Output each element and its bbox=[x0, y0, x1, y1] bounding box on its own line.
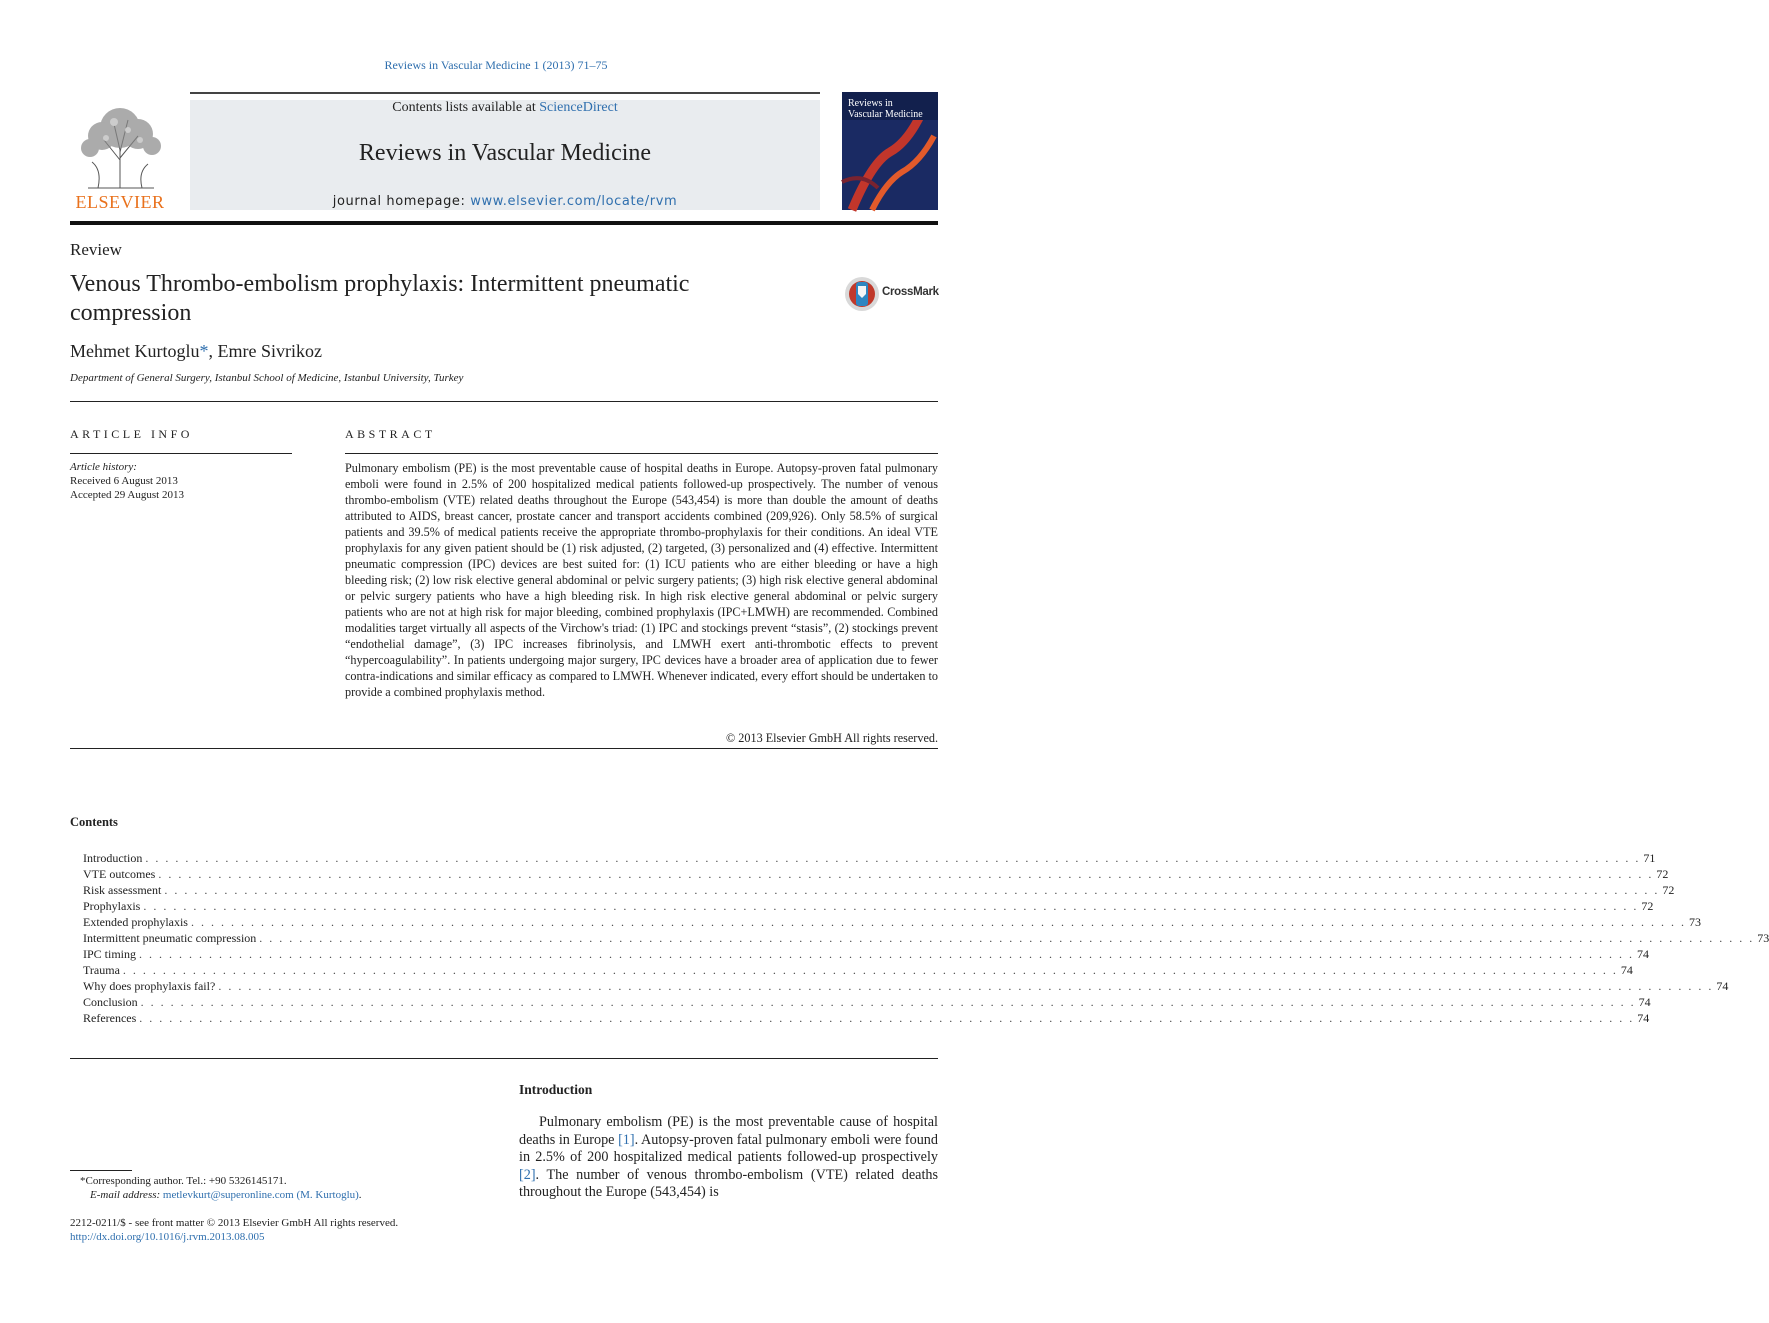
author-name: Emre Sivrikoz bbox=[217, 341, 322, 361]
toc-entry-label[interactable]: Intermittent pneumatic compression bbox=[83, 931, 257, 945]
header-top-rule bbox=[190, 92, 820, 94]
toc-leader-dots: . . . . . . . . . . . . . . . . . . . . . . . . . . . . . . . . . . . . . . . . . . . . . . . . . . . . . . . . . . . . . . . . . . . . . . . . . . . . . . . . . . . . . . . . . . . . . . . . . . . . . . . . . . . . . . . . . . . . . . . . . . . . . . . . . . . . . . . . . . . . . . . . . . . . . . bbox=[145, 851, 1641, 865]
toc-entry-page: 74 bbox=[1716, 979, 1729, 993]
toc-entry[interactable] bbox=[83, 962, 1633, 978]
toc-entry[interactable] bbox=[83, 946, 1650, 962]
email-link[interactable]: metlevkurt@superonline.com bbox=[162, 1189, 294, 1201]
toc-entry-label[interactable]: Introduction bbox=[83, 851, 143, 865]
footnote-rule bbox=[70, 1170, 132, 1171]
article-history bbox=[70, 460, 292, 502]
affiliation: Department of General Surgery, Istanbul School of Medicine, Istanbul University, Turkey bbox=[70, 372, 464, 384]
toc-entry-page: 72 bbox=[1662, 883, 1675, 897]
author-list: Mehmet Kurtoglu*, Emre Sivrikoz bbox=[70, 341, 322, 361]
contents-available-line: Contents lists available at ScienceDirect bbox=[392, 100, 618, 115]
toc-entry-page: 74 bbox=[1637, 1011, 1650, 1025]
toc-entry-label[interactable]: Trauma bbox=[83, 963, 120, 977]
toc-entry-label[interactable]: IPC timing bbox=[83, 947, 137, 961]
toc-entry[interactable] bbox=[83, 882, 1675, 898]
contents-heading: Contents bbox=[70, 815, 118, 829]
received-date: Received 6 August 2013 bbox=[70, 475, 178, 487]
corresponding-author-mark[interactable]: * bbox=[199, 341, 209, 361]
crossmark-label: CrossMark bbox=[882, 286, 939, 298]
contents-bottom-rule bbox=[70, 1058, 938, 1059]
toc-entry-page: 71 bbox=[1643, 851, 1656, 865]
toc-entry-page: 72 bbox=[1656, 867, 1669, 881]
history-label: Article history: bbox=[70, 461, 137, 473]
corresponding-author-note: *Corresponding author. Tel.: +90 5326145171. bbox=[80, 1175, 287, 1187]
toc-entry-label[interactable]: Why does prophylaxis fail? bbox=[83, 979, 216, 993]
toc-entry-page: 74 bbox=[1620, 963, 1633, 977]
toc-entry-label[interactable]: VTE outcomes bbox=[83, 867, 156, 881]
toc-entry[interactable] bbox=[83, 898, 1654, 914]
toc-entry-label[interactable]: Prophylaxis bbox=[83, 899, 141, 913]
toc-entry-page: 74 bbox=[1637, 947, 1650, 961]
toc-leader-dots: . . . . . . . . . . . . . . . . . . . . . . . . . . . . . . . . . . . . . . . . . . . . . . . . . . . . . . . . . . . . . . . . . . . . . . . . . . . . . . . . . . . . . . . . . . . . . . . . . . . . . . . . . . . . . . . . . . . . . . . . . . . . . . . . . . . . . . . . . . . . . . . . . . . . . . bbox=[122, 963, 1618, 977]
article-info-heading: ARTICLE INFO bbox=[70, 427, 193, 441]
author-name: Mehmet Kurtoglu bbox=[70, 341, 200, 361]
cover-title: Reviews in Vascular Medicine bbox=[848, 98, 923, 120]
toc-entry-label[interactable]: References bbox=[83, 1011, 137, 1025]
toc-leader-dots: . . . . . . . . . . . . . . . . . . . . . . . . . . . . . . . . . . . . . . . . . . . . . . . . . . . . . . . . . . . . . . . . . . . . . . . . . . . . . . . . . . . . . . . . . . . . . . . . . . . . . . . . . . . . . . . . . . . . . . . . . . . . . . . . . . . . . . . . . . . . . . . . . . . . . . bbox=[190, 915, 1686, 929]
introduction-text: Pulmonary embolism (PE) is the most preventable cause of hospital deaths in Europe [1]. Autopsy-proven fatal pulmonary emboli were found in 2.5% of 200 hospitalized medical patients followed-up prospectively [2]. The number of venous thrombo-embolism (VTE) related deaths throughout the Europe (543,454) is bbox=[519, 1114, 938, 1201]
reference-link[interactable]: [2] bbox=[519, 1166, 536, 1183]
toc-leader-dots: . . . . . . . . . . . . . . . . . . . . . . . . . . . . . . . . . . . . . . . . . . . . . . . . . . . . . . . . . . . . . . . . . . . . . . . . . . . . . . . . . . . . . . . . . . . . . . . . . . . . . . . . . . . . . . . . . . . . . . . . . . . . . . . . . . . . . . . . . . . . . . . . . . . . . . bbox=[139, 1011, 1635, 1025]
elsevier-wordmark: ELSEVIER bbox=[75, 192, 165, 212]
email-author-name: (M. Kurtoglu) bbox=[293, 1189, 359, 1201]
toc-entry-page: 72 bbox=[1641, 899, 1654, 913]
abstract-rule bbox=[345, 453, 938, 454]
doi-link[interactable]: http://dx.doi.org/10.1016/j.rvm.2013.08.005 bbox=[70, 1231, 265, 1243]
toc-leader-dots: . . . . . . . . . . . . . . . . . . . . . . . . . . . . . . . . . . . . . . . . . . . . . . . . . . . . . . . . . . . . . . . . . . . . . . . . . . . . . . . . . . . . . . . . . . . . . . . . . . . . . . . . . . . . . . . . . . . . . . . . . . . . . . . . . . . . . . . . . . . . . . . . . . . . . . bbox=[139, 947, 1635, 961]
toc-entry-label[interactable]: Conclusion bbox=[83, 995, 138, 1009]
article-title: Venous Thrombo-embolism prophylaxis: Intermittent pneumatic compression bbox=[70, 271, 690, 326]
toc-entry[interactable] bbox=[83, 850, 1656, 866]
toc-leader-dots: . . . . . . . . . . . . . . . . . . . . . . . . . . . . . . . . . . . . . . . . . . . . . . . . . . . . . . . . . . . . . . . . . . . . . . . . . . . . . . . . . . . . . . . . . . . . . . . . . . . . . . . . . . . . . . . . . . . . . . . . . . . . . . . . . . . . . . . . . . . . . . . . . . . . . . bbox=[158, 867, 1654, 881]
toc-entry[interactable] bbox=[83, 930, 1769, 946]
journal-homepage-link[interactable]: www.elsevier.com/locate/rvm bbox=[470, 194, 678, 209]
toc-leader-dots: . . . . . . . . . . . . . . . . . . . . . . . . . . . . . . . . . . . . . . . . . . . . . . . . . . . . . . . . . . . . . . . . . . . . . . . . . . . . . . . . . . . . . . . . . . . . . . . . . . . . . . . . . . . . . . . . . . . . . . . . . . . . . . . . . . . . . . . . . . . . . . . . . . . . . . bbox=[259, 931, 1755, 945]
toc-leader-dots: . . . . . . . . . . . . . . . . . . . . . . . . . . . . . . . . . . . . . . . . . . . . . . . . . . . . . . . . . . . . . . . . . . . . . . . . . . . . . . . . . . . . . . . . . . . . . . . . . . . . . . . . . . . . . . . . . . . . . . . . . . . . . . . . . . . . . . . . . . . . . . . . . . . . . . bbox=[140, 995, 1636, 1009]
header-divider bbox=[70, 221, 938, 225]
title-divider bbox=[70, 401, 938, 402]
toc-entry[interactable] bbox=[83, 1010, 1650, 1026]
abstract-heading: ABSTRACT bbox=[345, 427, 436, 441]
toc-entry-page: 73 bbox=[1757, 931, 1769, 945]
toc-leader-dots: . . . . . . . . . . . . . . . . . . . . . . . . . . . . . . . . . . . . . . . . . . . . . . . . . . . . . . . . . . . . . . . . . . . . . . . . . . . . . . . . . . . . . . . . . . . . . . . . . . . . . . . . . . . . . . . . . . . . . . . . . . . . . . . . . . . . . . . . . . . . . . . . . . . . . . bbox=[143, 899, 1639, 913]
article-type: Review bbox=[70, 240, 122, 259]
toc-entry-page: 73 bbox=[1688, 915, 1701, 929]
journal-citation[interactable]: Reviews in Vascular Medicine 1 (2013) 71–75 bbox=[384, 58, 608, 72]
reference-link[interactable]: [1] bbox=[618, 1131, 635, 1148]
accepted-date: Accepted 29 August 2013 bbox=[70, 489, 184, 501]
journal-title: Reviews in Vascular Medicine bbox=[358, 140, 652, 166]
toc-entry[interactable] bbox=[83, 914, 1701, 930]
email-note: E-mail address: metlevkurt@superonline.com (M. Kurtoglu). bbox=[90, 1189, 362, 1201]
journal-homepage-line: journal homepage: www.elsevier.com/locate/rvm bbox=[332, 194, 678, 209]
toc-entry[interactable] bbox=[83, 866, 1669, 882]
abstract-copyright: © 2013 Elsevier GmbH All rights reserved. bbox=[725, 731, 938, 745]
toc-entry[interactable] bbox=[83, 978, 1729, 994]
introduction-heading: Introduction bbox=[519, 1082, 593, 1097]
toc-leader-dots: . . . . . . . . . . . . . . . . . . . . . . . . . . . . . . . . . . . . . . . . . . . . . . . . . . . . . . . . . . . . . . . . . . . . . . . . . . . . . . . . . . . . . . . . . . . . . . . . . . . . . . . . . . . . . . . . . . . . . . . . . . . . . . . . . . . . . . . . . . . . . . . . . . . . . . bbox=[218, 979, 1714, 993]
article-info-rule bbox=[70, 453, 292, 454]
abstract-bottom-rule bbox=[70, 748, 938, 749]
toc-entry[interactable] bbox=[83, 994, 1651, 1010]
toc-leader-dots: . . . . . . . . . . . . . . . . . . . . . . . . . . . . . . . . . . . . . . . . . . . . . . . . . . . . . . . . . . . . . . . . . . . . . . . . . . . . . . . . . . . . . . . . . . . . . . . . . . . . . . . . . . . . . . . . . . . . . . . . . . . . . . . . . . . . . . . . . . . . . . . . . . . . . . bbox=[164, 883, 1660, 897]
journal-cover-image bbox=[842, 92, 938, 210]
issn-line: 2212-0211/$ - see front matter © 2013 Elsevier GmbH All rights reserved. bbox=[70, 1217, 399, 1229]
toc-entry-label[interactable]: Risk assessment bbox=[83, 883, 162, 897]
crossmark-badge[interactable] bbox=[844, 276, 938, 312]
doi-line bbox=[70, 1230, 490, 1244]
table-of-contents bbox=[83, 850, 1769, 1026]
sciencedirect-link[interactable]: ScienceDirect bbox=[539, 100, 618, 115]
abstract-text: Pulmonary embolism (PE) is the most preventable cause of hospital deaths in Europe. Autopsy-proven fatal pulmonary emboli were found in 2.5% of 200 hospitalized medical patients followed-up prospectively. The number of venous thrombo-embolism (VTE) related deaths throughout the Europe (543,454) is more than double the amount of deaths attributed to AIDS, breast cancer, prostate cancer and transport accidents combined (209,926). Only 58.5% of surgical patients and 39.5% of medical patients receive the appropriate thrombo-prophylaxis for their conditions. An ideal VTE prophylaxis for any given patient should be (1) risk adjusted, (2) targeted, (3) personalized and (4) effective. Intermittent pneumatic compression (IPC) devices are best suited for: (1) ICU patients who are either bleeding or have a high bleeding risk; (2) low risk elective general abdominal or pelvic surgery patients; (3) high risk elective general abdominal or pelvic surgery patients who have a high bleeding risk. In high risk elective general abdominal or pelvic surgery patients who are not at high risk for major bleeding, combined prophylaxis (IPC+LMWH) are recommended. Combined modalities target virtually all aspects of the Virchow's triad: (1) IPC and stockings prevent “stasis”, (2) stockings prevent “endothelial damage”, (3) IPC increases fibrinolysis, and LMWH exert anti-thrombotic effects to prevent “hypercoagulability”. In patients undergoing major surgery, IPC devices have a broader area of application due to fewer contra-indications and similar efficacy as compared to LMWH. Whenever indicated, every effort should be undertaken to provide a combined prophylaxis method. bbox=[345, 461, 938, 699]
toc-entry-label[interactable]: Extended prophylaxis bbox=[83, 915, 188, 929]
toc-entry-page: 74 bbox=[1638, 995, 1651, 1009]
